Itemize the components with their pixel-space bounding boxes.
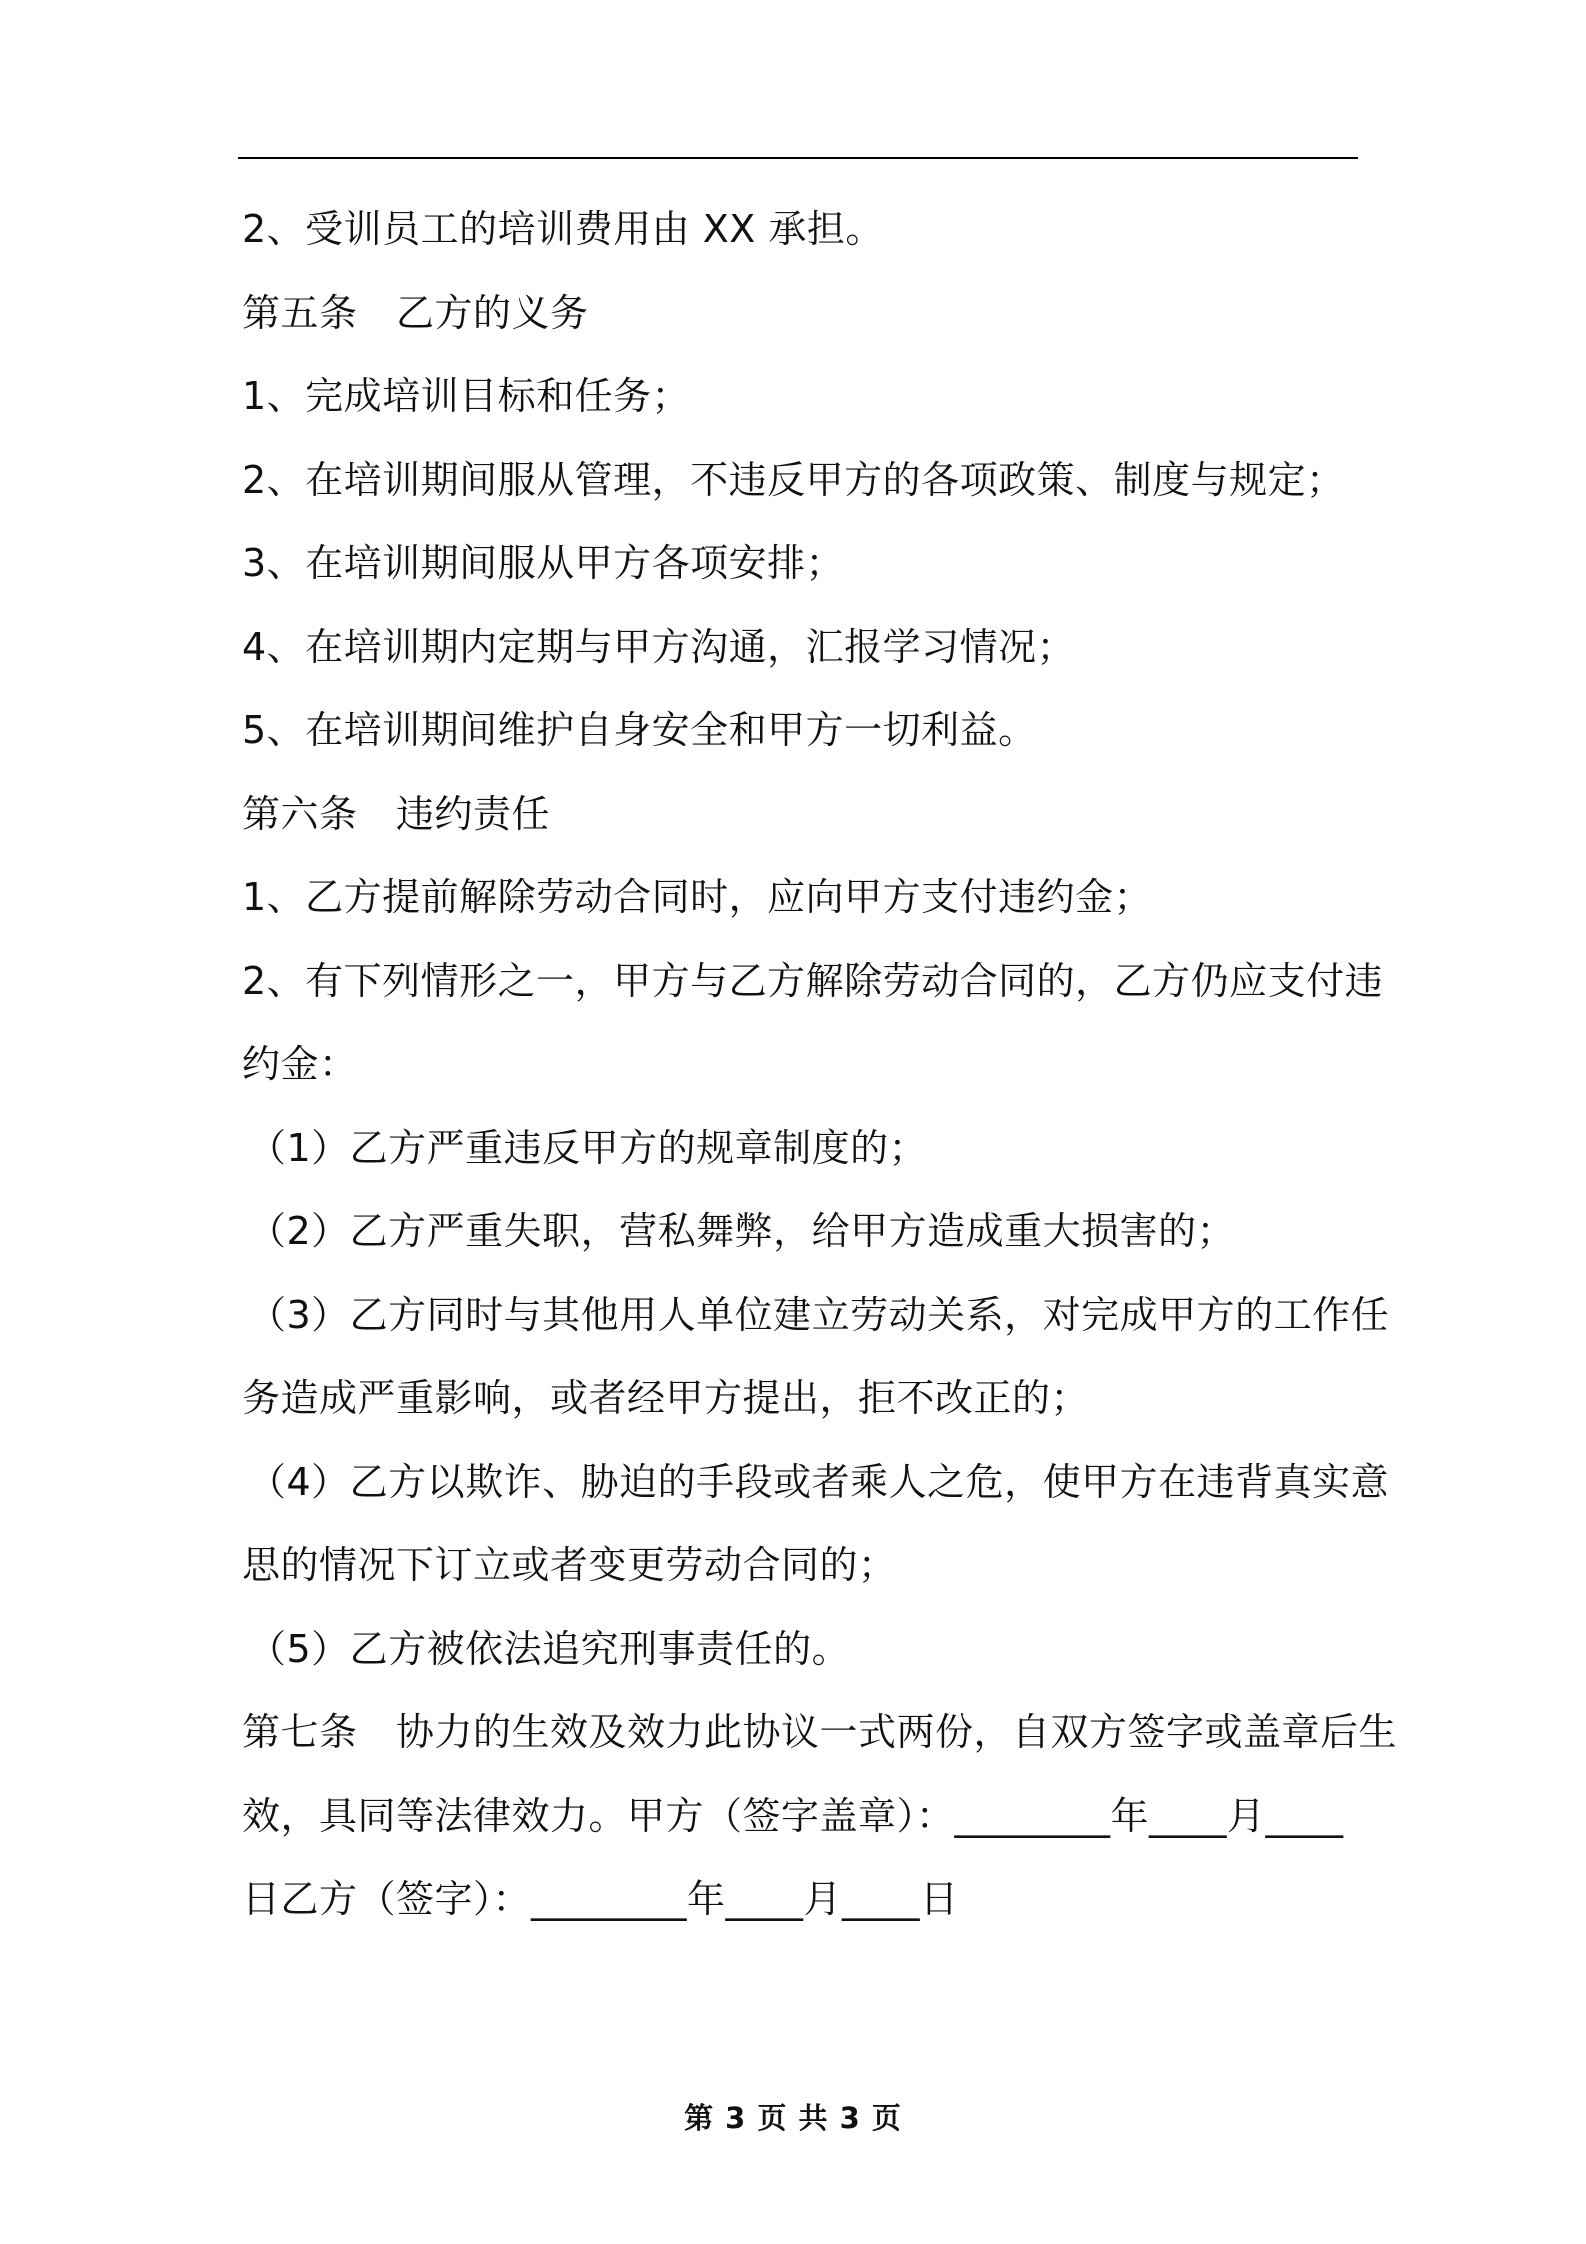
text-line: 思的情况下订立或者变更劳动合同的； <box>242 1543 897 1587</box>
text-line: 4、在培训期内定期与甲方沟通，汇报学习情况； <box>242 624 1076 669</box>
text-line: 1、乙方提前解除劳动合同时，应向甲方支付违约金； <box>242 875 1153 919</box>
section-heading: 第七条 协力的生效及效力此协议一式两份，自双方签字或盖章后生 <box>242 1710 1398 1754</box>
section-heading: 第五条 乙方的义务 <box>242 290 589 335</box>
text-line: （5）乙方被依法追究刑事责任的。 <box>248 1626 851 1671</box>
text-line: 效，具同等法律效力。甲方（签字盖章）：________年____月____ <box>242 1793 1344 1838</box>
text-line: 5、在培训期间维护自身安全和甲方一切利益。 <box>242 708 1037 752</box>
text-line: 约金： <box>242 1042 358 1086</box>
section-heading: 第六条 违约责任 <box>242 791 551 836</box>
text-line: 2、在培训期间服从管理，不违反甲方的各项政策、制度与规定； <box>242 457 1345 502</box>
page-number-footer: 第 3 页 共 3 页 <box>684 2101 902 2135</box>
text-line: 日乙方（签字）：________年____月____日 <box>242 1877 959 1921</box>
text-line: （2）乙方严重失职，营私舞弊，给甲方造成重大损害的； <box>248 1209 1236 1253</box>
text-line: （1）乙方严重违反甲方的规章制度的； <box>248 1125 928 1170</box>
text-line: 3、在培训期间服从甲方各项安排； <box>242 541 845 585</box>
text-line: 2、有下列情形之一，甲方与乙方解除劳动合同的，乙方仍应支付违 <box>242 958 1384 1003</box>
text-line: （4）乙方以欺诈、胁迫的手段或者乘人之危，使甲方在违背真实意 <box>248 1459 1390 1504</box>
header-rule <box>238 157 1358 159</box>
text-line: 2、受训员工的培训费用由 XX 承担。 <box>242 207 884 251</box>
document-body <box>242 188 1398 1942</box>
text-line: 务造成严重影响，或者经甲方提出，拒不改正的； <box>242 1376 1090 1420</box>
text-line: （3）乙方同时与其他用人单位建立劳动关系，对完成甲方的工作任 <box>248 1292 1390 1337</box>
text-line: 1、完成培训目标和任务； <box>242 374 691 418</box>
